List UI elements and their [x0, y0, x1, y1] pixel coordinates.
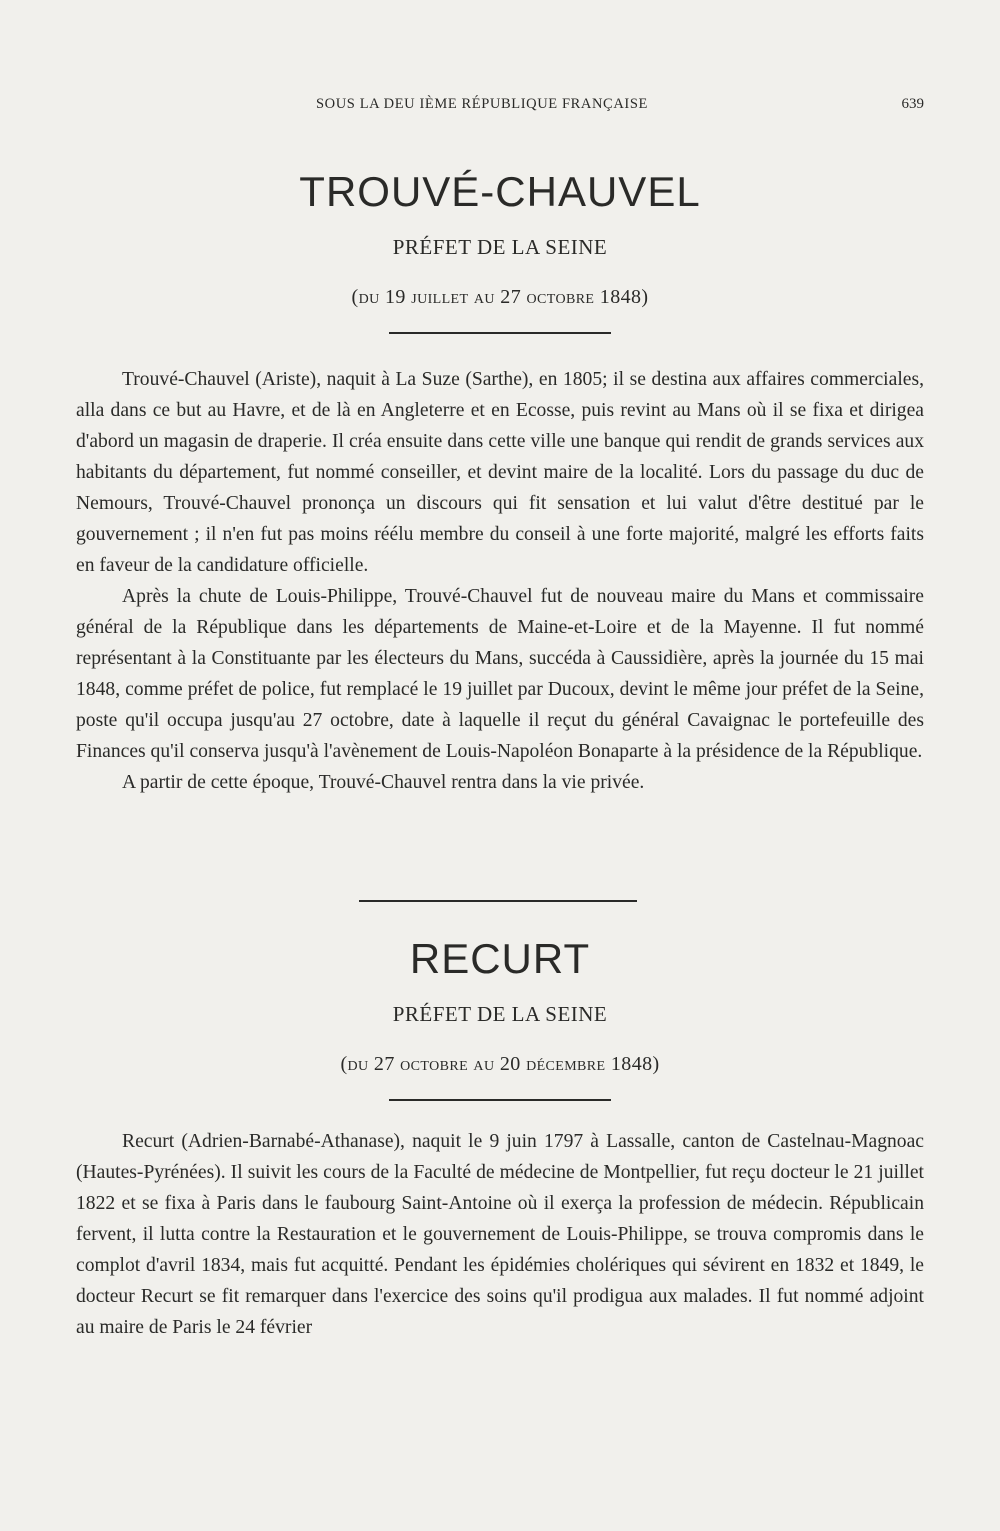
section-dates: (du 19 juillet au 27 octobre 1848) — [351, 286, 649, 308]
paragraph: Trouvé-Chauvel (Ariste), naquit à La Suze (Sarthe), en 1805; il se destina aux affaires commerciales, alla dans ce but au Havre, et de là en Angleterre et en Ecosse, puis revint au Mans où il se fixa et dirigea d'abord un magasin de draperie. Il créa ensuite dans cette ville une banque qui rendit de grands services aux habitants du département, fut nommé conseiller, et devint maire de la localité. Lors du passage du duc de Nemours, Trouvé-Chauvel prononça un discours qui fit sensation et lui valut d'être destitué par le gouvernement ; il n'en fut pas moins réélu membre du conseil à une forte majorité, malgré les efforts faits en faveur de la candidature officielle. — [76, 369, 924, 576]
section-subtitle: PRÉFET DE LA SEINE — [392, 1002, 608, 1026]
running-title: SOUS LA DEU IÈME RÉPUBLIQUE FRANÇAISE — [316, 96, 648, 112]
title-rule — [389, 332, 611, 334]
paragraph: A partir de cette époque, Trouvé-Chauvel rentra dans la vie privée. — [122, 772, 645, 793]
section-recurt-heading — [0, 935, 1000, 1101]
paragraph: Recurt (Adrien-Barnabé-Athanase), naquit le 9 juin 1797 à Lassalle, canton de Castelnau-Magnoac (Hautes-Pyrénées). Il suivit les cours de la Faculté de médecine de Montpellier, fut reçu docteur le 21 juillet 1822 et se fixa à Paris dans le faubourg Saint-Antoine où il exerça la profession de médecin. Républicain fervent, il lutta contre la Restauration et le gouvernement de Louis-Philippe, se trouva compromis dans le complot d'avril 1834, mais fut acquitté. Pendant les épidémies cholériques qui sévirent en 1832 et 1849, le docteur Recurt se fit remarquer dans l'exercice des soins qu'il prodigua aux malades. Il fut nommé adjoint au maire de Paris le 24 février — [76, 1131, 924, 1338]
section-trouve-chauvel-body — [76, 364, 924, 798]
running-head — [0, 96, 1000, 118]
section-dates: (du 27 octobre au 20 décembre 1848) — [340, 1053, 660, 1075]
section-title: TROUVÉ-CHAUVEL — [299, 168, 701, 215]
section-subtitle: PRÉFET DE LA SEINE — [392, 235, 608, 259]
section-title: RECURT — [409, 935, 591, 982]
section-recurt-body — [76, 1126, 924, 1343]
title-rule — [389, 1099, 611, 1101]
page-number: 639 — [901, 96, 924, 112]
section-separator — [359, 900, 637, 902]
paragraph: Après la chute de Louis-Philippe, Trouvé-Chauvel fut de nouveau maire du Mans et commissaire général de la République dans les départements de Maine-et-Loire et de la Mayenne. Il fut nommé représentant à la Constituante par les électeurs du Mans, succéda à Caussidière, après la journée du 15 mai 1848, comme préfet de police, fut remplacé le 19 juillet par Ducoux, devint le même jour préfet de la Seine, poste qu'il occupa jusqu'au 27 octobre, date à laquelle il reçut du général Cavaignac le portefeuille des Finances qu'il conserva jusqu'à l'avènement de Louis-Napoléon Bonaparte à la présidence de la République. — [76, 586, 924, 762]
section-trouve-chauvel-heading — [0, 168, 1000, 334]
